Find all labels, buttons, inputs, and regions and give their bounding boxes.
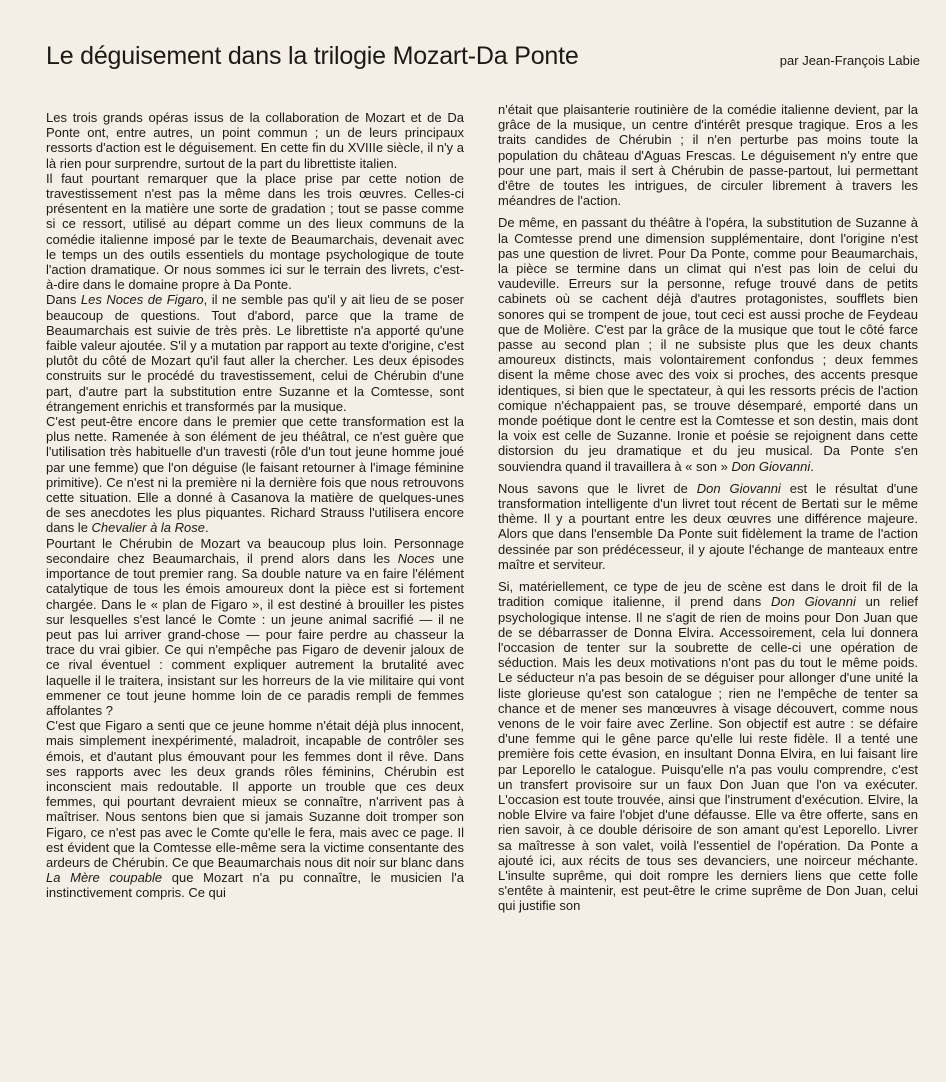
italic-title: Don Giovanni: [771, 594, 856, 610]
paragraph: [46, 718, 464, 900]
text-run: une importance de tout premier rang. Sa double nature va en faire l'élément catalytique de tous les émois amoureux dont la pièce est si fortement chargée. Dans le « plan de Figaro », il est destiné à brouiller les pistes sur lesquelles s'est lancé le Comte : un jeune animal sacrifié — il ne peut pas lui arriver grand-chose — pour faire perdre au chasseur la trace du vrai gibier. Ce qui n'empêche pas Figaro de devenir jaloux de ce rival éventuel : comment expliquer autrement la brutalité avec laquelle il le traitera, insistant sur les horreurs de la vie militaire qui vont emmener ce tout jeune homme loin de ce paradis rempli de femmes affolantes ?: [46, 550, 464, 718]
text-run: , il ne semble pas qu'il y ait lieu de se poser beaucoup de questions. Tout d'abord, parce que la trame de Beaumarchais est suivie de très près. Le librettiste n'a apporté qu'une faible valeur ajoutée. S'il y a mutation par rapport au texte d'origine, c'est plutôt du côté de Mozart qu'il faut aller la chercher. Les deux épisodes construits sur le procédé du travestissement, celui de Chérubin d'une part, d'autre part la substitution entre Suzanne et la Comtesse, sont étrangement enrichis et transformés par la musique.: [46, 292, 464, 414]
italic-title: Don Giovanni: [731, 458, 811, 474]
italic-title: Don Giovanni: [696, 480, 781, 496]
article-header: [46, 40, 920, 80]
italic-title: Noces: [397, 550, 435, 566]
paragraph: [46, 171, 464, 293]
text-run: Dans: [46, 292, 81, 308]
text-run: De même, en passant du théâtre à l'opéra, la substitution de Suzanne à la Comtesse prend une dimension supplémentaire, dont l'origine n'est pas une question de livret. Pour Da Ponte, comme pour Beaumarchais, la pièce se termine dans un climat qui n'est pas loin de celui du vaudeville. Erreurs sur la personne, refuge trouvé dans de petits cabinets où se cachent déjà d'autres protagonistes, soufflets bien sonores qui se trompent de joue, tout ceci est aussi proche de Feydeau que de Molière. C'est par la grâce de la musique que tout le côté farce passe au second plan ; il ne subsiste plus que les deux chants amoureux distincts, mais volontairement confondus ; deux femmes disent la même chose avec des voix si proches, des accents presque identiques, si bien que le spectateur, à qui les ressorts précis de l'action comique n'échappaient pas, se trouve désemparé, emporté dans un monde poétique dont le centre est la Comtesse et son destin, mais dont la voix est celle de Suzanne. Ironie et poésie se rejoignent dans cette distorsion du jeu dramatique et du jeu musical. Da Ponte s'en souviendra quand il travaillera à « son »: [498, 215, 918, 474]
paragraph: [46, 110, 464, 171]
paragraph: [498, 579, 918, 913]
right-column: [498, 102, 918, 1062]
text-run: .: [205, 520, 209, 536]
text-run: Nous savons que le livret de: [498, 480, 697, 496]
text-run: que Mozart n'a pu connaître, le musicien l'a instinctivement compris. Ce qui: [46, 870, 464, 901]
paragraph: [498, 481, 918, 572]
text-run: est le résultat d'une transformation intelligente d'un livret tout récent de Bertati sur le même thème. Il y a pourtant entre les deux œuvres une différence majeure. Alors que dans l'ensemble Da Ponte suit fidèlement la trame de l'action dessinée par son prédécesseur, il y ajoute l'échange de manteaux entre maître et serviteur.: [498, 480, 918, 572]
text-run: C'est peut-être encore dans le premier que cette transformation est la plus nette. Ramenée à son élément de jeu théâtral, ce n'est guère que l'utilisation très habituelle d'un travesti (rôle d'un tout jeune homme joué par une femme) que l'on déguise (le faisant retourner à l'image féminine primitive). Ce n'est ni la première ni la dernière fois que nous retrouvons cette situation. Elle a donné à Casanova la matière de quelques-unes de ses anecdotes les plus piquantes. Richard Strauss l'utilisera encore dans le: [46, 414, 464, 536]
text-run: Les trois grands opéras issus de la collaboration de Mozart et de Da Ponte ont, entre autres, un point commun ; un de leurs principaux ressorts d'action est le déguisement. En cette fin du XVIIIe siècle, il n'y a là rien pour surprendre, surtout de la part du librettiste italien.: [46, 110, 464, 171]
text-run: Si, matériellement, ce type de jeu de scène est dans le droit fil de la tradition comique italienne, il prend dans: [498, 579, 918, 610]
article-author: par Jean-François Labie: [779, 53, 920, 68]
paragraph: [46, 292, 464, 414]
paragraph: [46, 536, 464, 718]
italic-title: Chevalier à la Rose: [91, 520, 205, 536]
italic-title: Les Noces de Figaro: [80, 292, 204, 308]
text-run: Il faut pourtant remarquer que la place prise par cette notion de travestissement n'est pas la même dans les trois œuvres. Celles-ci présentent en la matière une sorte de gradation ; tout se passe comme si ce ressort, utilisé au départ comme un des lieux communs de la comédie italienne imposé par le texte de Beaumarchais, devenait avec le temps un des outils essentiels du montage psychologique de toute l'action dramatique. Or nous sommes ici sur le terrain des livrets, c'est-à-dire dans le domaine propre à Da Ponte.: [46, 170, 464, 293]
text-run: C'est que Figaro a senti que ce jeune homme n'était déjà plus innocent, mais simplement inexpérimenté, maladroit, incapable de contrôler ses émois, et d'autant plus émouvant pour les femmes dont il rêve. Dans ses rapports avec les deux grands rôles féminins, Chérubin est inconscient mais redoutable. Il apporte un trouble que ces deux femmes, qui pourtant devraient mieux se connaître, n'arrivent pas à maîtriser. Nous sentons bien que si jamais Suzanne doit tromper son Figaro, ce n'est pas avec le Comte qu'elle le fera, mais avec ce page. Il est évident que la Comtesse elle-même sera la victime consentante des ardeurs de Chérubin. Ce que Beaumarchais nous dit noir sur blanc dans: [46, 718, 464, 870]
paragraph: [498, 102, 918, 208]
paragraph: [46, 414, 464, 536]
text-run: .: [810, 458, 814, 474]
text-run: un relief psychologique intense. Il ne s'agit de rien de moins pour Don Juan que de se débarrasser de Donna Elvira. Accessoirement, cela lui donnera l'occasion de tenter sur la soubrette de celle-ci une opération de séduction. Mais les deux motivations n'ont pas du tout le même poids. Le séducteur n'a pas besoin de se déguiser pour allonger d'une unité la liste glorieuse qu'est son catalogue ; rien ne l'empêche de tenter sa chance et de mener ses manœuvres à visage découvert, comme nous venons de le voir faire avec Zerline. Son objectif est autre : se défaire d'une femme qui le gêne parce qu'elle lui reste fidèle. Il a tenté une première fois cette évasion, en insultant Donna Elvira, en lui faisant lire par Leporello le catalogue. Puisqu'elle n'a pas voulu comprendre, c'est un transfert provisoire sur un faux Don Juan que l'on va exécuter. L'occasion est toute trouvée, ainsi que l'instrument d'exécution. Elvire, la noble Elvire va faire l'objet d'une défausse. Elle va être offerte, sans en rien savoir, à ce double dérisoire de son amant qu'est Leporello. Livrer sa maîtresse à son valet, voilà l'essentiel de l'opération. Da Ponte a ajouté ici, aux récits de tous ses devanciers, une noirceur méchante. L'insulte suprême, qui doit rompre les derniers liens que cette folle s'entête à maintenir, est peut-être le crime suprême de Don Juan, celui qui justifie son: [498, 594, 918, 914]
left-column: [46, 110, 464, 1070]
text-run: n'était que plaisanterie routinière de la comédie italienne devient, par la grâce de la musique, un centre d'intérêt presque tragique. Eros a les traits candides de Chérubin ; il n'en perturbe pas moins toute la population du château d'Aguas Frescas. Le déguisement n'y entre que pour une part, mais il sert à Chérubin de passe-partout, lui permettant d'être de toutes les intrigues, de circuler librement à travers les méandres de l'action.: [498, 102, 918, 209]
paragraph: [498, 215, 918, 473]
article-title: Le déguisement dans la trilogie Mozart-Da Ponte: [46, 42, 579, 70]
italic-title: La Mère coupable: [46, 870, 163, 886]
text-run: Pourtant le Chérubin de Mozart va beaucoup plus loin. Personnage secondaire chez Beaumarchais, il prend alors dans les: [46, 535, 464, 566]
